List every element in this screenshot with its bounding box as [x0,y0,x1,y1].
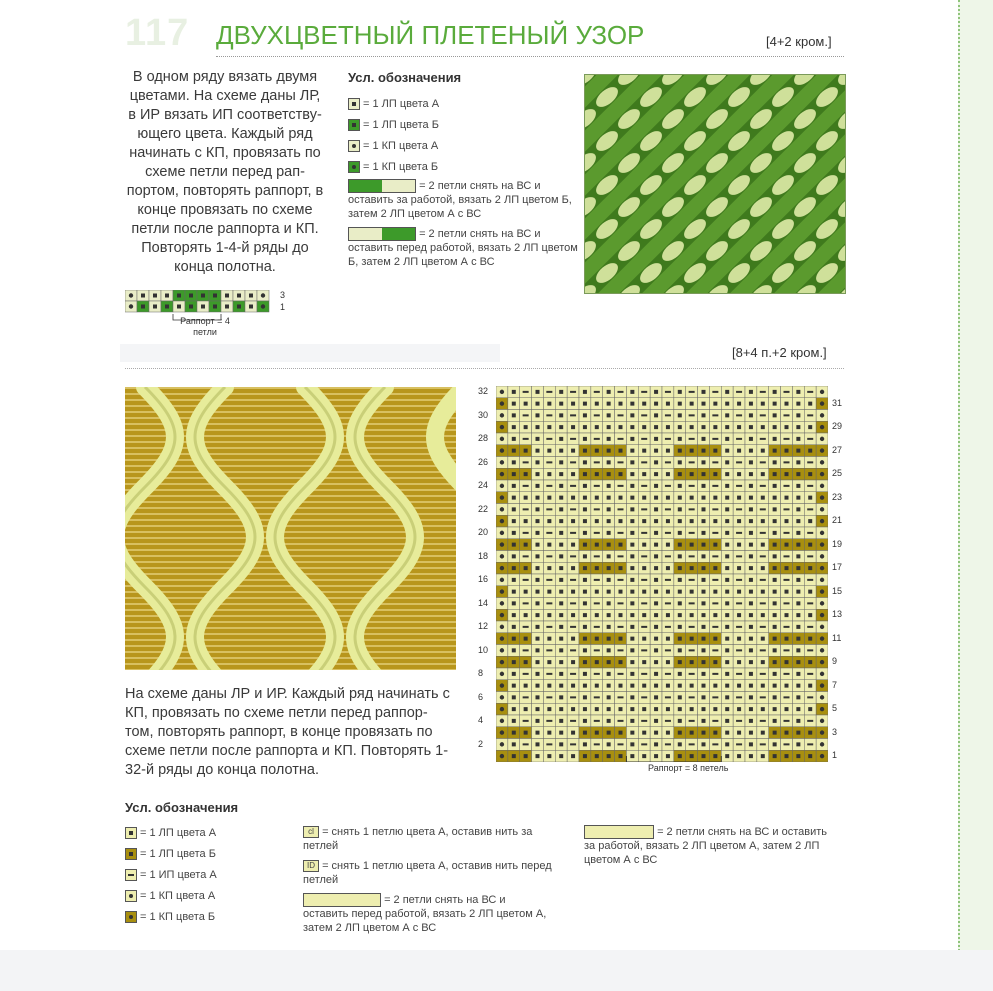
legend-item: = 1 КП цвета Б [125,906,295,927]
legend-item: = 1 КП цвета Б [348,156,578,177]
legend-item: cl = снять 1 петлю цвета А, оставив нить за петлей [303,826,533,852]
edge-color-a-icon [348,140,360,152]
row-number: 26 [478,456,489,467]
row-number: 19 [832,538,843,549]
row-number: 7 [832,679,838,690]
row-number: 20 [478,527,489,537]
row-number: 15 [832,585,843,596]
legend-item: = 1 ЛП цвета Б [125,843,295,864]
row-number: 30 [478,409,489,420]
purl-color-a-icon [125,869,137,881]
row-number: 3 [832,726,838,737]
edge-color-b-icon [348,161,360,173]
legend-item: = 1 КП цвета А [348,135,578,156]
cable-cross-front-icon [348,227,416,241]
row-number: 4 [478,715,484,725]
pattern2-legend-col3 [584,825,839,867]
row-number: 23 [832,491,843,502]
pattern1-legend [348,70,578,275]
knit-color-a-icon [125,827,137,839]
row-number: 12 [478,621,489,631]
bottom-margin [0,950,993,991]
pattern2-legend-col2 [303,825,553,935]
legend-item: = 1 КП цвета А [125,885,295,906]
row-number: 32 [478,386,489,396]
row-number: 22 [478,503,489,514]
pattern1-swatch-photo [584,74,846,294]
pattern2-legend-col1 [125,822,295,927]
row-number: 1 [832,750,838,761]
row-number: 9 [832,656,838,667]
pattern2-swatch-photo [125,387,456,670]
cable-cross-back-icon [348,179,416,193]
legend-item: = 1 ИП цвета А [125,864,295,885]
title-divider [216,56,844,57]
row-number: 31 [832,397,843,408]
knit-color-b-icon [125,848,137,860]
row-number: 6 [478,691,484,702]
legend-heading: Усл. обозначения [125,800,239,815]
slip-front-icon: ID [303,860,319,872]
page-title: ДВУХЦВЕТНЫЙ ПЛЕТЕНЫЙ УЗОР [216,20,645,50]
pattern2-ratio: [8+4 п.+2 кром.] [732,345,827,360]
page-edge-stripe [958,0,993,991]
row-number: 17 [832,562,843,573]
knit-color-b-icon [348,119,360,131]
row-number: 2 [478,738,484,749]
pattern1-instructions: В одном ряду вязать двумя цветами. На схеме даны ЛР, в ИР вязать ИП соответству-ющего цвета. Каждый ряд начинать с КП, провязать по схеме петли перед рап-портом, повторять раппорт, в конце провязать по схеме петли после раппорта и КП. Повторять 1-4-й ряды до конца полотна. [126,69,324,275]
legend-item: ID = снять 1 петлю цвета А, оставив нить перед петлей [303,860,552,886]
legend-item: = 1 ЛП цвета Б [348,114,578,135]
legend-item: = 2 петли снять на ВС и оставить перед работой, вязать 2 ЛП цветом А, затем 2 ЛП цветом А с ВС [303,894,547,935]
row-number: 16 [478,574,489,584]
section-rule [125,368,844,369]
row-number: 8 [478,668,484,678]
row-number: 27 [832,444,843,455]
legend-item: = 2 петли снять на ВС и оставить за работой, вязать 2 ЛП цветом Б, затем 2 ЛП цветом А с ВС [348,180,572,221]
pattern2-chart [496,386,828,767]
row-number: 5 [832,703,838,714]
legend-item: = 1 ЛП цвета А [348,93,578,114]
row-number: 1 [280,302,286,312]
row-number: 11 [832,632,842,643]
row-number: 28 [478,433,489,443]
row-number: 18 [478,550,489,561]
cable-cross-back-icon [584,825,654,839]
row-number: 24 [478,480,489,490]
rapport-label: Раппорт = 8 петель [648,763,729,773]
legend-heading: Усл. обозначения [348,70,462,85]
row-number: 21 [832,515,843,526]
row-number: 10 [478,644,489,655]
row-number: 14 [478,597,489,608]
row-number: 3 [280,290,286,300]
legend-item: = 2 петли снять на ВС и оставить перед работой, вязать 2 ЛП цветом Б, затем 2 ЛП цветом А с ВС [348,228,578,269]
pattern-number: 117 [125,12,190,54]
pattern1-chart [125,290,285,345]
cable-cross-front-icon [303,893,381,907]
edge-color-a-icon [125,890,137,902]
slip-back-icon: cl [303,826,319,838]
knit-color-a-icon [348,98,360,110]
legend-item: = 2 петли снять на ВС и оставить за работой, вязать 2 ЛП цветом А, затем 2 ЛП цветом А с ВС [584,826,828,867]
section-divider [120,344,500,362]
row-number: 25 [832,468,843,479]
rapport-label: Раппорт = 4 петли [180,316,230,337]
row-number: 13 [832,609,843,620]
pattern2-chart-grid [496,386,828,762]
legend-item: = 1 ЛП цвета А [125,822,295,843]
edge-color-b-icon [125,911,137,923]
pattern1-ratio: [4+2 кром.] [766,34,832,49]
row-number: 29 [832,421,843,432]
pattern2-instructions: На схеме даны ЛР и ИР. Каждый ряд начинать с КП, провязать по схеме петли перед раппор-том, повторять раппорт, в конце провязать по схеме петли после раппорта и КП. Повторять 1-32-й ряды до конца полотна. [125,686,450,778]
